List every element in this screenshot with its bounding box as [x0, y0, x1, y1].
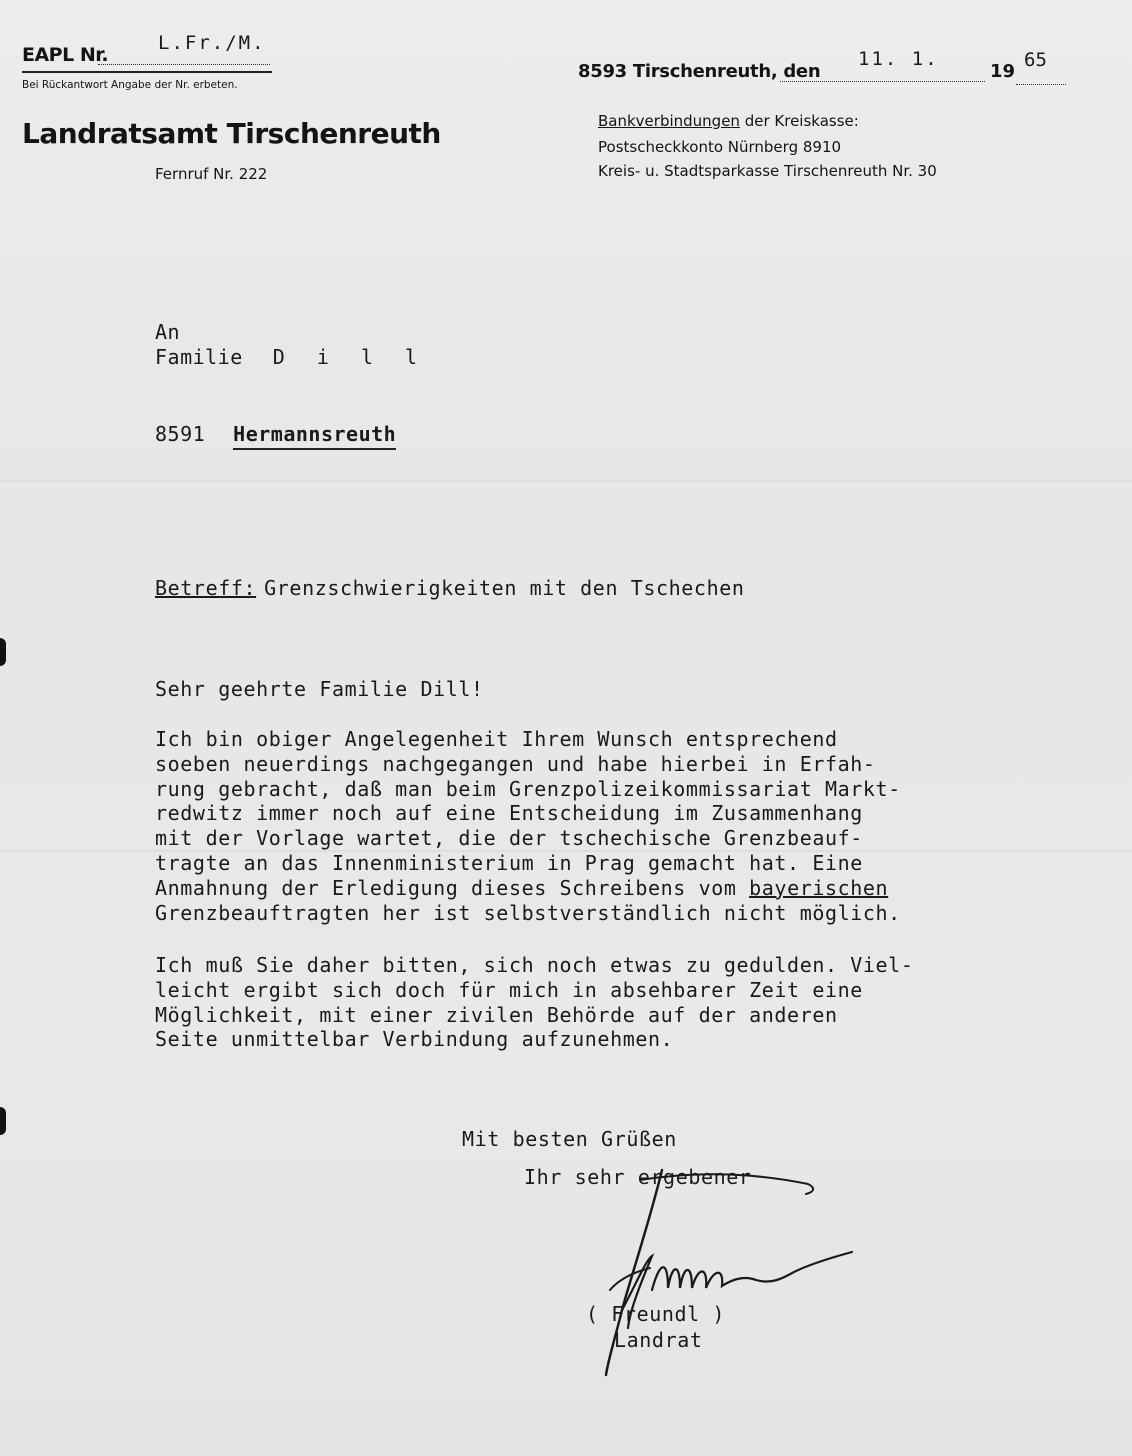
- salutation: Sehr geehrte Familie Dill!: [155, 677, 484, 701]
- file-ref-dotted-line: [98, 64, 270, 65]
- date-dotted-line: [780, 81, 985, 82]
- family-name: D i l l: [272, 345, 428, 369]
- signer-name: ( Freundl ): [586, 1302, 726, 1326]
- subject-line: [155, 576, 745, 600]
- year-suffix: 65: [1024, 49, 1047, 71]
- underlined-word: bayerischen: [749, 875, 889, 900]
- paragraph-line: mit der Vorlage wartet, die der tschechische Grenzbeauf-: [155, 826, 863, 851]
- file-ref-label: EAPL Nr.: [22, 44, 109, 66]
- recipient-family: [155, 345, 427, 369]
- bank-line-1: Postscheckkonto Nürnberg 8910: [598, 138, 842, 156]
- paragraph-line: [155, 876, 1075, 901]
- city-name: Hermannsreuth: [233, 422, 396, 450]
- year-prefix: 19: [990, 61, 1016, 82]
- date-value: 11. 1.: [858, 48, 939, 70]
- family-label: Familie: [155, 345, 243, 369]
- recipient-to: An: [155, 320, 181, 344]
- return-note: Bei Rückantwort Angabe der Nr. erbeten.: [22, 79, 238, 91]
- paragraph-line: Seite unmittelbar Verbindung aufzunehmen.: [155, 1027, 674, 1052]
- punch-hole: [0, 1107, 6, 1135]
- bank-title-rest: der Kreiskasse:: [739, 112, 859, 130]
- paragraph-line: leicht ergibt sich doch für mich in absehbarer Zeit eine: [155, 977, 863, 1002]
- paragraph-1: [155, 727, 1075, 925]
- paragraph-line: tragte an das Innenministerium in Prag gemacht hat. Eine: [155, 850, 863, 875]
- file-ref-rule: [22, 71, 272, 73]
- bank-details-title: [598, 112, 859, 130]
- paragraph-line: Grenzbeauftragten her ist selbstverständlich nicht möglich.: [155, 900, 901, 925]
- year-dotted-line: [1016, 84, 1066, 85]
- subject-label: Betreff:: [155, 576, 257, 600]
- authority-name: Landratsamt Tirschenreuth: [22, 117, 441, 150]
- punch-hole: [0, 638, 6, 666]
- place-date-label: 8593 Tirschenreuth, den: [578, 61, 821, 82]
- bank-title-underlined: Bankverbindungen: [598, 112, 740, 130]
- paragraph-2: [155, 953, 1075, 1052]
- subject-text: Grenzschwierigkeiten mit den Tschechen: [264, 576, 745, 600]
- paragraph-line: Ich muß Sie daher bitten, sich noch etwas zu gedulden. Viel-: [155, 953, 914, 977]
- line-text: Anmahnung der Erledigung dieses Schreibens vom: [155, 875, 750, 900]
- signer-title: Landrat: [614, 1328, 703, 1352]
- phone-number: Fernruf Nr. 222: [155, 165, 268, 183]
- bank-line-2: Kreis- u. Stadtsparkasse Tirschenreuth Nr. 30: [598, 162, 937, 180]
- closing-valediction: Ihr sehr ergebener: [524, 1165, 752, 1189]
- paragraph-line: Ich bin obiger Angelegenheit Ihrem Wunsch entsprechend: [155, 727, 838, 751]
- paragraph-line: Möglichkeit, mit einer zivilen Behörde auf der anderen: [155, 1002, 838, 1027]
- paragraph-line: soeben neuerdings nachgegangen und habe hierbei in Erfah-: [155, 751, 876, 776]
- paragraph-line: redwitz immer noch auf eine Entscheidung im Zusammenhang: [155, 801, 863, 826]
- recipient-city: [155, 422, 396, 446]
- paper-fold: [0, 480, 1132, 482]
- postcode: 8591: [155, 422, 206, 446]
- file-ref-value: L.Fr./M.: [158, 32, 266, 54]
- paragraph-line: rung gebracht, daß man beim Grenzpolizeikommissariat Markt-: [155, 776, 901, 801]
- closing-greeting: Mit besten Grüßen: [462, 1127, 677, 1151]
